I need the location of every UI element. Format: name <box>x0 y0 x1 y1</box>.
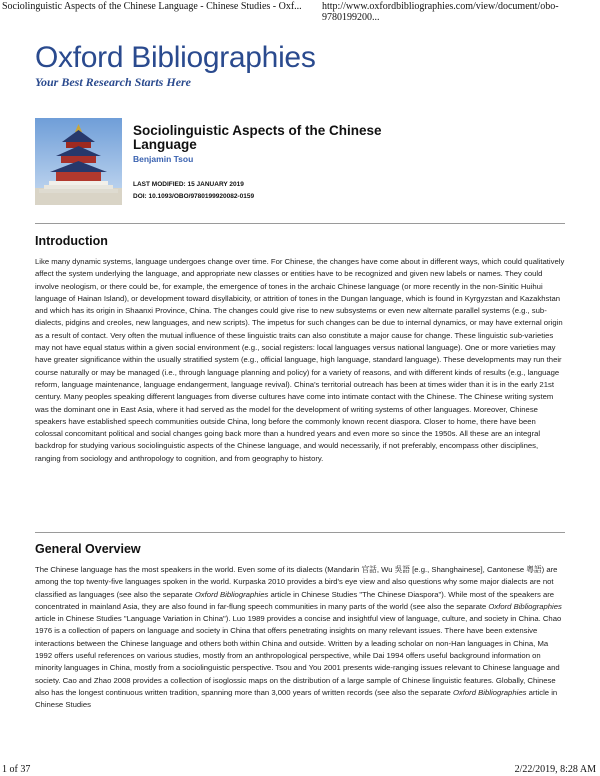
divider <box>35 532 565 533</box>
divider <box>35 223 565 224</box>
logo-tagline: Your Best Research Starts Here <box>35 75 192 89</box>
oxford-bibliographies-logo[interactable] <box>35 43 316 90</box>
overview-text: article in Chinese Studies "Language Variation in China"). Luo 1989 provides a concise and insightful view of language, culture, and society in China. Chao 1976 is a collection of papers on language and society in China that offers penetrating insights on many relevant issues. There have been extensive interactions between the Chinese language and others both within China and outside. Written by a leading scholar on non-Han languages in China, Ma 1992 offers useful references on various studies, mostly from an anthropological perspective, while Dai 1994 offers useful background information on minority languages in China, mostly from a sociolinguistic perspective. Tsou and You 2001 presents wide-ranging issues relevant to Chinese language and society. Cao and Zhao 2008 provides a collection of isoglossic maps on the distribution of a large sample of Chinese linguistic features. Globally, Chinese also has the longest continuous written tradition, spanning more than 3,000 years of written records (see also the separate <box>35 614 562 697</box>
print-datetime: 2/22/2019, 8:28 AM <box>514 764 596 775</box>
introduction-paragraph: Like many dynamic systems, language undergoes change over time. For Chinese, the changes have come about in different ways, which could qualitatively affect the system underlying the language, and appropriate new classes or entities have to be recognized and given new labels or names. They could involve neologism, or there could be, for example, the emergence of tones in the archaic Chinese language (or more recently in the non-Sinitic Huihui language of Hainan Island), or development toward disyllabicity, or attrition of tones in the Dungan language, which is found in Kyrgyzstan and Kazakhstan and which has its origin in Shaanxi Province, China. The changes could give rise to new subsystems or even new alternate parallel systems (e.g., sub-dialects, pidgins and creoles, new languages, and new scripts). The impetus for such changes can be due to internal dynamics, or may have external origin as a result of contact. Very often the mutual influence of these linguistic traits can also constitute a major cause for change. These linguistic sub-varieties may not have equal status within a given social environment (e.g., social registers: local languages versus national language). One or more varieties may have greater significance within the usually stratified system (e.g., official language, high language, standard language). These developments may run their course naturally or may be managed (i.e., through language planning and policy) for a variety of reasons, and with different kinds of results (e.g., language reform, language maintenance, language endangerment, language revival). China's territorial outreach has been at times wider than it is in the early 21st century. Many peoples speaking different languages from diverse cultures have come into intimate contact with the Chinese. The Chinese writing system was the dominant one in East Asia, where it had served as the model for the development of writing systems of other languages. Moreover, Chinese speakers have established speech communities outside China, long before the commonly known recent diaspora. Closer to home, there have been colossal concomitant political and social changes going back more than a hundred years and even more so since the 1950s. All these are an integral backdrop for studying various sociolinguistic aspects of the Chinese language, and would necessarily, if not preferably, encompass other disciplines, ranging from sociology and anthropology to cognition, and from geography to history. <box>35 257 565 463</box>
last-modified: LAST MODIFIED: 15 JANUARY 2019 <box>133 181 244 188</box>
article-title: Sociolinguistic Aspects of the Chinese Language <box>133 123 382 152</box>
section-heading-general-overview: General Overview <box>35 542 141 556</box>
page-number: 1 of 37 <box>2 764 31 775</box>
overview-text: The Chinese language has the most speakers in the world. Even some of its dialects (Mandarin 官話, Wu 吳語 [e.g., Shanghainese], Cantonese 粵語) are among the top twenty-five languages spoken in the world. Kurpaska 2010 provides a bird's eye view and also questions why some major dialects are not classified as languages (see also the separate <box>35 565 558 599</box>
temple-of-heaven-image <box>35 118 122 205</box>
overview-italic-ref: Oxford Bibliographies <box>452 687 527 697</box>
print-header <box>0 0 600 23</box>
overview-text: article in Chinese Studies "The Chinese Diaspora"). While most of the speakers are concentrated in mainland Asia, they are also found in far-flung speech communities in many parts of the world (see also the separate <box>35 589 555 611</box>
overview-text: article in Chinese Studies <box>35 687 558 710</box>
article-author[interactable]: Benjamin Tsou <box>133 154 194 164</box>
print-header-title: Sociolinguistic Aspects of the Chinese Language - Chinese Studies - Oxf... <box>2 1 302 12</box>
overview-italic-ref: Oxford Bibliographies <box>194 589 269 599</box>
overview-italic-ref: Oxford Bibliographies <box>488 601 562 611</box>
section-heading-introduction: Introduction <box>35 234 108 248</box>
print-header-url: http://www.oxfordbibliographies.com/view/document/obo-9780199200... <box>322 1 559 23</box>
logo-name: Oxford Bibliographies <box>35 41 316 74</box>
article-doi: DOI: 10.1093/OBO/9780199920082-0159 <box>133 193 255 200</box>
general-overview-paragraph <box>35 564 565 752</box>
